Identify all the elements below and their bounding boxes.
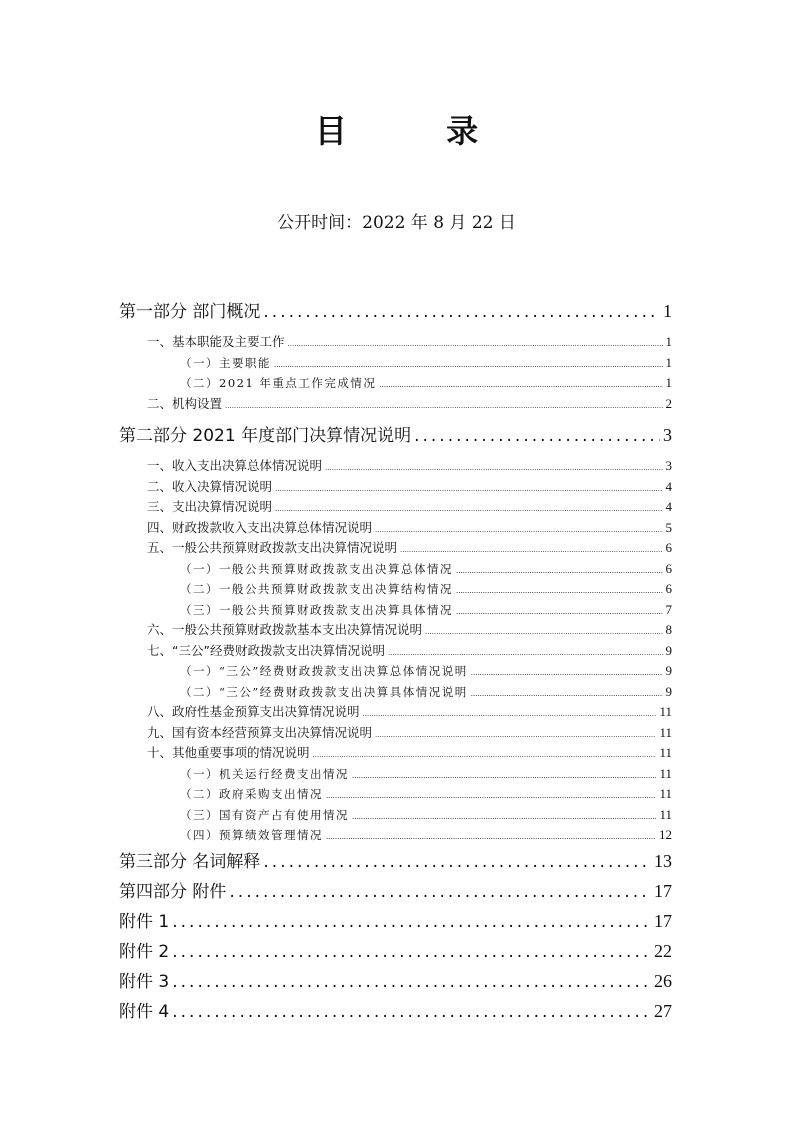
toc-entry[interactable] — [119, 538, 672, 559]
table-of-contents — [119, 296, 672, 1026]
toc-leader-dots — [375, 520, 662, 541]
toc-entry[interactable] — [119, 661, 672, 682]
toc-entry-label: 附件 4 — [119, 1001, 170, 1022]
toc-entry[interactable] — [119, 353, 672, 374]
toc-entry-page: 8 — [665, 622, 672, 637]
toc-entry-label: （四）预算绩效管理情况 — [180, 828, 323, 842]
toc-leader-dots — [425, 622, 662, 643]
toc-leader-dots — [456, 602, 663, 623]
toc-leader-dots — [172, 937, 651, 967]
toc-entry-page: 6 — [665, 560, 672, 576]
toc-entry-page: 27 — [654, 1000, 672, 1021]
toc-leader-dots — [456, 581, 663, 602]
toc-entry-label: 六、一般公共预算财政拨款基本支出决算情况说明 — [147, 622, 423, 637]
toc-entry-page: 7 — [665, 601, 672, 617]
toc-entry-page: 4 — [665, 499, 672, 514]
toc-entry-page: 9 — [665, 663, 672, 678]
toc-entry-page: 1 — [663, 301, 672, 321]
toc-entry-page: 6 — [665, 581, 672, 596]
toc-leader-dots — [172, 997, 651, 1027]
toc-entry[interactable] — [119, 641, 672, 662]
toc-entry-page: 11 — [659, 704, 672, 719]
toc-entry[interactable] — [119, 966, 672, 996]
toc-entry-page: 2 — [665, 395, 672, 411]
toc-leader-dots — [263, 297, 660, 327]
toc-entry[interactable] — [119, 805, 672, 826]
toc-entry-page: 17 — [654, 880, 672, 901]
toc-leader-dots — [275, 479, 662, 500]
toc-leader-dots — [456, 561, 663, 582]
toc-entry-label: 一、基本职能及主要工作 — [147, 334, 285, 349]
toc-entry-label: （三）国有资产占有使用情况 — [180, 807, 349, 822]
toc-entry[interactable] — [119, 620, 672, 641]
toc-leader-dots — [388, 643, 663, 664]
toc-entry-page: 9 — [665, 683, 672, 699]
toc-entry[interactable] — [119, 579, 672, 600]
toc-entry[interactable] — [119, 846, 672, 876]
toc-entry[interactable] — [119, 518, 672, 539]
toc-entry[interactable] — [119, 702, 672, 723]
toc-entry-label: （二）“三公”经费财政拨款支出决算具体情况说明 — [180, 684, 468, 699]
toc-entry-page: 1 — [665, 375, 672, 390]
toc-entry-label: 八、政府性基金预算支出决算情况说明 — [147, 704, 360, 719]
toc-entry-label: 附件 3 — [119, 971, 170, 992]
toc-entry[interactable] — [119, 373, 672, 394]
toc-entry-page: 1 — [665, 334, 672, 349]
toc-entry-page: 11 — [659, 765, 672, 781]
toc-leader-dots — [352, 766, 656, 787]
toc-leader-dots — [363, 704, 657, 725]
toc-entry-label: 四、财政拨款收入支出决算总体情况说明 — [147, 519, 373, 535]
toc-entry-page: 9 — [665, 642, 672, 658]
toc-entry-label: （二）一般公共预算财政拨款支出决算结构情况 — [180, 582, 453, 596]
toc-entry[interactable] — [119, 394, 672, 415]
toc-entry-label: 七、“三公”经费财政拨款支出决算情况说明 — [147, 642, 385, 658]
toc-entry-label: （三）一般公共预算财政拨款支出决算具体情况 — [180, 602, 453, 617]
toc-entry[interactable] — [119, 600, 672, 621]
toc-entry[interactable] — [119, 477, 672, 498]
toc-entry-page: 26 — [654, 970, 672, 991]
toc-entry-page: 11 — [659, 786, 672, 801]
toc-leader-dots — [326, 827, 656, 848]
toc-entry-label: 附件 1 — [119, 911, 170, 932]
toc-leader-dots — [313, 745, 657, 766]
toc-entry-page: 5 — [665, 519, 672, 535]
toc-entry-page: 17 — [654, 910, 672, 931]
toc-entry-page: 11 — [659, 724, 672, 740]
toc-entry-label: 九、国有资本经营预算支出决算情况说明 — [147, 724, 373, 740]
toc-entry-label: 第一部分 部门概况 — [119, 302, 261, 322]
toc-leader-dots — [263, 847, 651, 877]
toc-leader-dots — [471, 684, 663, 705]
toc-entry-page: 3 — [663, 425, 672, 445]
toc-entry-page: 3 — [665, 458, 672, 473]
toc-entry-label: 二、机构设置 — [147, 395, 223, 411]
toc-entry[interactable] — [119, 723, 672, 744]
toc-entry[interactable] — [119, 296, 672, 326]
toc-leader-dots — [172, 907, 651, 937]
toc-entry[interactable] — [119, 332, 672, 353]
toc-entry[interactable] — [119, 497, 672, 518]
publish-date: 公开时间：2022 年 8 月 22 日 — [277, 213, 516, 233]
toc-entry[interactable] — [119, 906, 672, 936]
toc-entry-label: 第四部分 附件 — [119, 881, 227, 902]
toc-entry-label: 附件 2 — [119, 941, 170, 962]
toc-entry-label: （一）主要职能 — [180, 355, 271, 370]
toc-entry-label: （二）政府采购支出情况 — [180, 787, 323, 801]
toc-entry-label: 第三部分 名词解释 — [119, 851, 261, 872]
toc-leader-dots — [375, 725, 656, 746]
toc-leader-dots — [400, 540, 662, 561]
toc-entry-label: （一）机关运行经费支出情况 — [180, 766, 349, 781]
toc-entry[interactable] — [119, 743, 672, 764]
toc-leader-dots — [172, 967, 651, 997]
toc-entry[interactable] — [119, 764, 672, 785]
toc-entry[interactable] — [119, 996, 672, 1026]
toc-leader-dots — [414, 421, 660, 451]
toc-entry-label: 五、一般公共预算财政拨款支出决算情况说明 — [147, 540, 398, 555]
toc-entry-label: （二）2021 年重点工作完成情况 — [180, 376, 377, 390]
toc-leader-dots — [229, 877, 651, 907]
toc-entry-page: 11 — [659, 806, 672, 822]
toc-entry[interactable] — [119, 936, 672, 966]
toc-entry[interactable] — [119, 825, 672, 846]
toc-entry-label: 一、收入支出决算总体情况说明 — [147, 458, 323, 473]
toc-entry-page: 22 — [654, 940, 672, 961]
toc-leader-dots — [352, 807, 656, 828]
toc-entry-page: 11 — [659, 745, 672, 760]
toc-entry-page: 6 — [665, 540, 672, 555]
toc-leader-dots — [326, 786, 656, 807]
toc-leader-dots — [275, 499, 662, 520]
toc-entry[interactable] — [119, 420, 672, 450]
toc-entry[interactable] — [119, 559, 672, 580]
toc-entry-label: （一）一般公共预算财政拨款支出决算总体情况 — [180, 561, 453, 576]
toc-entry-label: 第二部分 2021 年度部门决算情况说明 — [119, 426, 412, 446]
toc-entry-label: 二、收入决算情况说明 — [147, 478, 273, 494]
toc-leader-dots — [274, 355, 663, 376]
page-title: 目 录 — [314, 112, 523, 150]
toc-leader-dots — [325, 458, 662, 479]
toc-entry[interactable] — [119, 682, 672, 703]
toc-entry[interactable] — [119, 784, 672, 805]
toc-leader-dots — [379, 375, 662, 396]
toc-entry-page: 13 — [654, 850, 672, 871]
toc-leader-dots — [471, 663, 663, 684]
toc-entry-page: 12 — [659, 827, 672, 842]
toc-entry-page: 1 — [665, 354, 672, 370]
toc-entry-page: 4 — [665, 478, 672, 494]
toc-leader-dots — [288, 334, 663, 355]
toc-leader-dots — [225, 396, 662, 417]
toc-entry-label: （一）“三公”经费财政拨款支出决算总体情况说明 — [180, 664, 468, 678]
toc-entry-label: 三、支出决算情况说明 — [147, 499, 273, 514]
toc-entry-label: 十、其他重要事项的情况说明 — [147, 745, 310, 760]
toc-entry[interactable] — [119, 456, 672, 477]
toc-entry[interactable] — [119, 876, 672, 906]
